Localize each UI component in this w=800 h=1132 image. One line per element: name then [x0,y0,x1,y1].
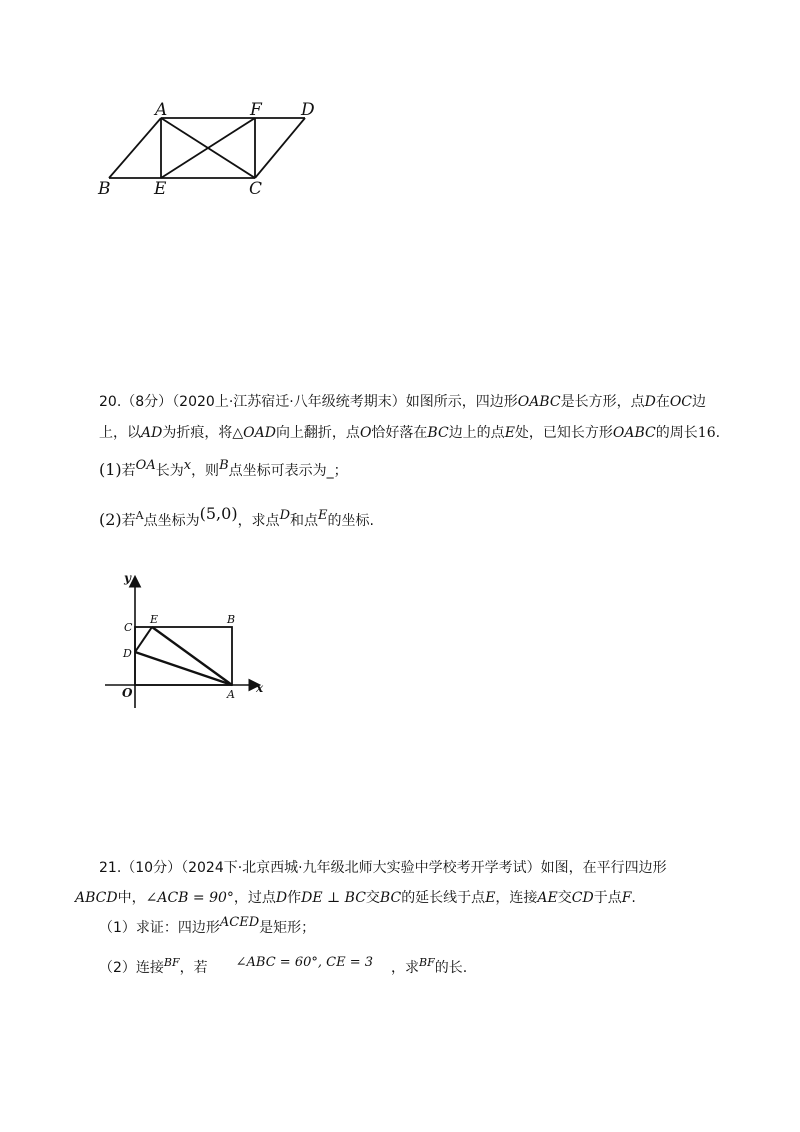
q20-text: 向上翻折，点 [275,425,360,441]
q21-text: ，求 [391,960,419,976]
label-B: B [98,179,111,198]
q21-text: （1）求证：四边形 [99,920,220,936]
math-B: B [219,458,229,473]
math-condition: ∠ABC = 60°, CE = 3 [235,955,373,970]
q21-text: 交 [557,890,572,906]
math-OABC: OABC [517,394,561,410]
segment-AB [109,118,161,178]
q20-text: 点坐标可表示为_； [228,463,348,479]
math-DE-perp-BC: DE ⊥ BC [301,890,366,906]
q20-text: 的周长 [655,425,698,441]
q21-text: 是矩形； [259,920,316,936]
q21-score: （10分） [121,860,182,876]
q20-text: 处，已知长方形 [514,425,613,441]
q20-part1 [99,460,348,482]
q20-text: 长为 [155,463,184,479]
q21-text: 作 [287,890,302,906]
q20-text: 点坐标为 [143,513,200,529]
math-OA: OA [135,458,156,473]
math-16: 16 [697,425,716,441]
segment-EA [152,627,232,685]
q21-text: ，若 [179,960,208,976]
segment-DC [255,118,305,178]
math-F: F [621,890,632,906]
label-E: E [154,179,167,198]
math-E: E [504,425,515,441]
math-AD: AD [141,425,163,441]
math-ABCD: ABCD [75,890,118,906]
math-ACED: ACED [219,915,260,930]
q20-text: 是长方形，点 [560,394,645,410]
math-D: D [644,394,656,410]
label-A: A [155,100,168,120]
label-C: C [249,179,263,198]
math-BC: BC [427,425,449,441]
label-F: F [250,100,262,120]
q21-text: 的长. [434,960,468,976]
label-D: D [123,647,132,660]
q20-text: ，则 [191,463,220,479]
math-A: A [135,509,144,522]
label-C: C [124,621,133,634]
segment-DE [135,627,152,652]
label-y: y [124,571,131,585]
q20-text: 为折痕，将 [162,425,233,441]
q20-part2 [99,504,374,532]
label-B: B [227,613,236,626]
math-BF: BF [419,956,435,969]
math-D: D [275,890,288,906]
label-A: A [227,688,235,701]
math-OC: OC [669,394,693,410]
q20-line1 [99,392,706,412]
label-O: O [122,686,133,700]
q20-text: . [715,425,721,441]
label-x: x [256,681,264,695]
q20-text: 边上的点 [448,425,505,441]
q21-text: 交 [365,890,380,906]
math-BF: BF [163,956,180,969]
q20-text: 恰好落在 [371,425,428,441]
math-x: x [183,458,192,473]
q21-source: （2024下·北京西城·九年级北师大实验中学校考开学考试） [181,860,541,876]
q21-text: 的延长线于点 [401,890,486,906]
q20-text: 如图所示，四边形 [405,394,518,410]
q20-text: 若 [121,463,136,479]
math-OABC: OABC [612,425,656,441]
q21-line1 [99,858,667,878]
q20-text: 若 [121,513,136,529]
q21-number: 21. [99,860,122,876]
math-E: E [485,890,496,906]
q21-text: 于点 [593,890,622,906]
math-BC: BC [379,890,402,906]
segment-DA [135,652,232,685]
q20-score: （8分） [121,394,173,410]
q20-text: 和点 [290,513,318,529]
q21-line2 [75,888,636,908]
q21-part2 [99,955,468,979]
q20-text: 在 [655,394,670,410]
label-D: D [301,100,315,120]
math-triangle-OAD: △OAD [232,425,276,441]
q21-text: ，连接 [495,890,538,906]
math-coord-5-0: (5,0) [199,504,238,523]
part-number: (2) [99,510,122,529]
math-CD: CD [571,890,594,906]
coordinate-figure [100,568,280,718]
q20-number: 20. [99,394,122,410]
q21-text: 如图，在平行四边形 [540,860,667,876]
label-E: E [150,613,159,626]
q20-line2 [99,423,720,443]
q21-text: . [631,890,636,906]
q21-text: 中， [117,890,146,906]
parallelogram-figure [95,98,335,198]
part-number: (1) [99,460,122,479]
math-D: D [279,508,290,523]
q20-text: 上，以 [99,425,141,441]
math-AE: AE [537,890,558,906]
q20-text: 边 [692,394,707,410]
q21-text: （2）连接 [99,960,164,976]
math-O: O [359,425,372,441]
q21-text: ，过点 [233,890,276,906]
math-E: E [318,508,328,523]
q20-text: ，求点 [237,513,280,529]
q20-source: （2020上·江苏宿迁·八年级统考期末） [172,394,406,410]
q21-part1 [99,915,316,939]
q20-text: 的坐标. [327,513,374,529]
math-angle-ACB: ∠ACB = 90° [145,890,234,906]
